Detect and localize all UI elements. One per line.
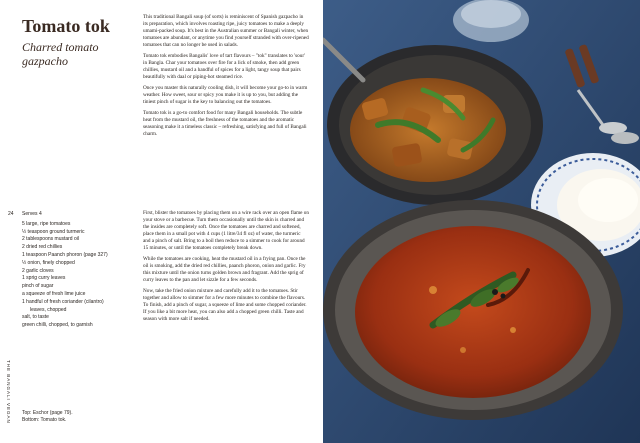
ingredient-item: 1 teaspoon Paanch phoron (page 327) xyxy=(22,251,108,258)
ingredient-item: 2 dried red chillies xyxy=(22,244,63,251)
ingredient-item: pinch of sugar xyxy=(22,283,54,290)
ingredient-item: ½ teaspoon ground turmeric xyxy=(22,228,85,235)
intro-paragraph: Tomato tok embodies Bangalis' love of tart flavours – "tok" translates to 'sour' in Bangla. Char your tomatoes over fire for a lick of smoke, then add green chillies, mustard oil and a handful of spices for a light, tangy soup that pairs beautifully with daal or piping-hot steamed rice. xyxy=(143,53,305,80)
ingredient-item: a squeeze of fresh lime juice xyxy=(22,290,86,297)
caption-top: Top: Eschor (page 79). xyxy=(22,410,73,416)
method-paragraph: Now, take the fried onion mixture and carefully add it to the tomatoes. Stir together and allow to simmer for a few more minutes to combine the flavours. To finish, add a pinch of sugar, a squeeze of lime and some chopped coriander. If you like a bit more heat, you can also add a chopped green chilli. Taste and season with more salt if needed. xyxy=(143,288,307,322)
recipe-title: Tomato tok xyxy=(22,16,110,36)
caption-bottom: Bottom: Tomato tok. xyxy=(22,417,67,423)
photo-captions xyxy=(22,410,73,424)
method-text xyxy=(143,210,309,327)
ingredients-list xyxy=(22,211,132,330)
ingredient-item: 1 sprig curry leaves xyxy=(22,275,66,282)
ingredient-item: 2 garlic cloves xyxy=(22,267,54,274)
spine-text: THE BANGALI VEGAN xyxy=(6,360,11,424)
ingredient-item: 2 tablespoons mustard oil xyxy=(22,236,79,243)
serves-label: Serves 4 xyxy=(22,211,42,217)
intro-paragraph: Tomato tok is a go-to comfort food for many Bangali households. The subtle heat from the mustard oil, the freshness of the tomatoes and the aromatic seasoning make it a timeless classic – refreshing, satisfying and full of Bangali charm. xyxy=(143,110,307,137)
intro-paragraph: This traditional Bangali soup (of sorts) is reminiscent of Spanish gazpacho in its preparation, which involves roasting ripe, juicy tomatoes to make a deeply umami-packed soup. It's best in the Australian summer or Bangali winter, when tomatoes are abundant, or anytime you find yourself stranded with over-ripened tomatoes that can no longer be used in salads. xyxy=(143,14,309,48)
recipe-subtitle: Charred tomato gazpacho xyxy=(22,40,99,68)
ingredient-item: leaves, chopped xyxy=(30,306,67,313)
intro-text xyxy=(143,14,309,142)
food-photo-illustration xyxy=(323,0,640,443)
ingredient-item: salt, to taste xyxy=(22,314,49,321)
tomato-tok-soup xyxy=(355,226,591,398)
ingredient-item: ½ onion, finely chopped xyxy=(22,259,75,266)
food-photo xyxy=(323,0,640,443)
ingredient-item: 5 large, ripe tomatoes xyxy=(22,220,71,227)
method-paragraph: While the tomatoes are cooking, heat the mustard oil in a frying pan. Once the oil is smoking, add the dried red chillies, paanch phoron, onion and garlic. Fry this mixture until the onion turns golden brown and fragrant. Add the sprig of curry leaves to the pan and let sizzle for a few seconds. xyxy=(143,256,306,283)
book-spine-label xyxy=(5,360,13,430)
intro-paragraph: Once you master this naturally cooling dish, it will become your go-to in warm weather. How sweet, sour or spicy you make it is up to you, but adding the tiniest pinch of sugar is the key to balancing out the tomatoes. xyxy=(143,85,308,105)
ingredient-item: green chilli, chopped, to garnish xyxy=(22,322,93,329)
ingredient-item: 1 handful of fresh coriander (cilantro) xyxy=(22,298,104,305)
method-paragraph: First, blister the tomatoes by placing them on a wire rack over an open flame on your stove or a barbecue. Turn them occasionally until the skin is charred and the insides are completely soft. Once the tomatoes are charred and softened, place them in a small pot with 4 cups (1 litre/34 fl oz) of water, the turmeric and a pinch of salt. Bring to a boil then reduce to a simmer to cook for around 15 minutes, or until the tomatoes completely break down. xyxy=(143,210,309,251)
page-number: 24 xyxy=(8,211,14,217)
